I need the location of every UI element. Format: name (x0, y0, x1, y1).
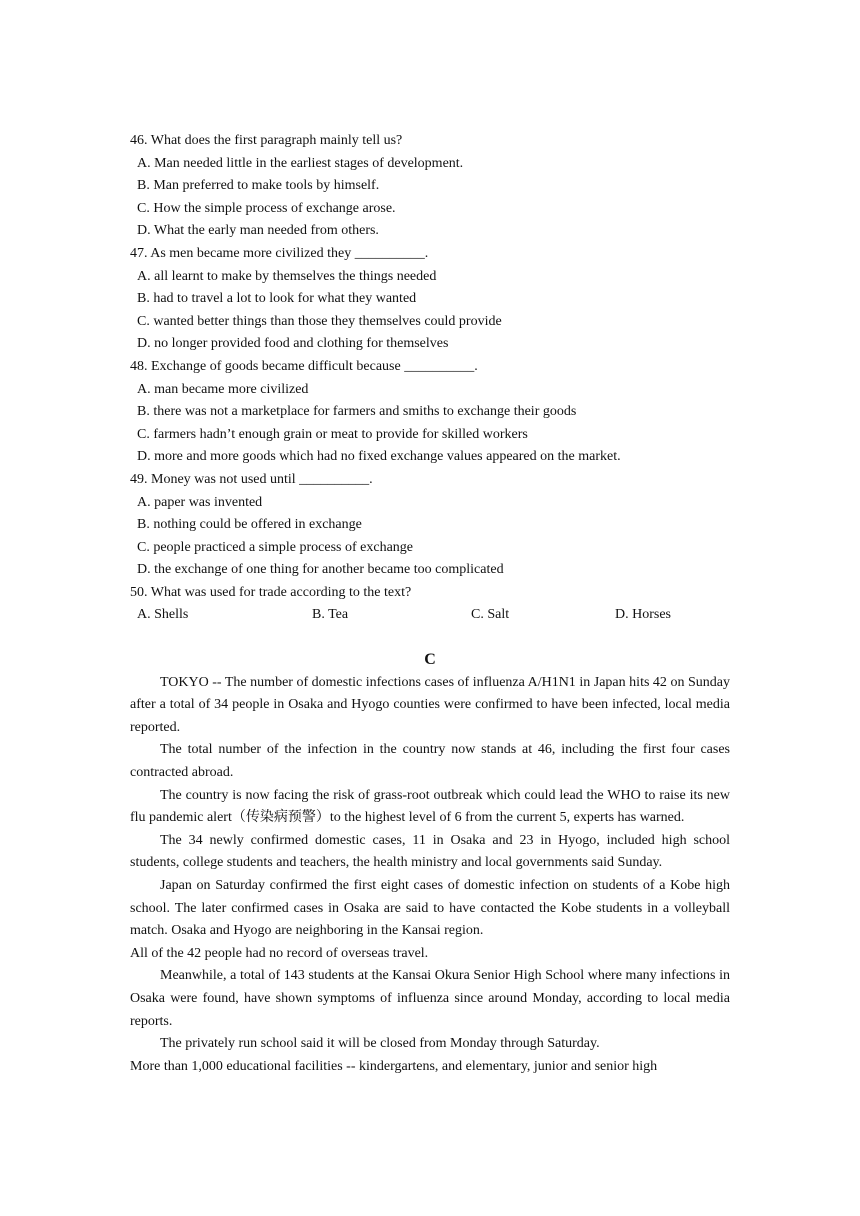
question-stem: 48. Exchange of goods became difficult because __________. (130, 358, 478, 374)
passage-paragraph: Japan on Saturday confirmed the first eight cases of domestic infection on students of a Kobe high school. The later confirmed cases in Osaka are said to have contacted the Kobe students in a volleyball match. Osaka and Hyogo are neighboring in the Kansai region. (130, 878, 730, 939)
document-content (130, 130, 730, 1078)
question-46 (130, 130, 730, 243)
passage-paragraph: The country is now facing the risk of grass-root outbreak which could lead the WHO to raise its new flu pandemic alert（传染病预警）to the highest level of 6 from the current 5, experts has warned. (130, 787, 730, 826)
option-c: C. farmers hadn’t enough grain or meat to provide for skilled workers (137, 426, 528, 442)
passage-paragraph: The total number of the infection in the country now stands at 46, including the first four cases contracted abroad. (130, 742, 730, 781)
question-stem: 49. Money was not used until __________. (130, 471, 373, 487)
question-stem: 50. What was used for trade according to the text? (130, 584, 412, 600)
passage-paragraph: TOKYO -- The number of domestic infections cases of influenza A/H1N1 in Japan hits 42 on Sunday after a total of 34 people in Osaka and Hyogo counties were confirmed to have been infected, local media reported. (130, 674, 730, 735)
option-a: A. paper was invented (137, 494, 263, 510)
option-d: D. more and more goods which had no fixed exchange values appeared on the market. (137, 449, 621, 465)
option-c: C. How the simple process of exchange arose. (137, 200, 396, 216)
question-49 (130, 469, 730, 582)
option-d: D. no longer provided food and clothing for themselves (137, 336, 449, 352)
passage-body (130, 672, 730, 1079)
passage-paragraph: More than 1,000 educational facilities -- kindergartens, and elementary, junior and senior high (130, 1058, 658, 1074)
option-a: A. man became more civilized (137, 381, 309, 397)
passage-paragraph: The 34 newly confirmed domestic cases, 11 in Osaka and 23 in Hyogo, included high school students, college students and teachers, the health ministry and local governments said Sunday. (130, 832, 730, 871)
option-b: B. had to travel a lot to look for what they wanted (137, 291, 417, 307)
question-47 (130, 243, 730, 356)
question-stem: 46. What does the first paragraph mainly tell us? (130, 133, 403, 148)
option-b: B. there was not a marketplace for farmers and smiths to exchange their goods (137, 404, 577, 420)
passage-paragraph: The privately run school said it will be closed from Monday through Saturday. (160, 1036, 600, 1052)
option-b: B. Man preferred to make tools by himself. (137, 178, 380, 194)
option-b: B. Tea (312, 607, 349, 623)
option-c: C. Salt (471, 607, 510, 623)
option-a: A. Shells (137, 607, 189, 623)
option-a: A. all learnt to make by themselves the things needed (137, 268, 437, 284)
question-stem: 47. As men became more civilized they __________. (130, 245, 429, 261)
section-title: C (424, 651, 436, 669)
inline-options (130, 604, 730, 627)
option-d: D. Horses (615, 607, 671, 623)
option-a: A. Man needed little in the earliest stages of development. (137, 155, 464, 171)
option-b: B. nothing could be offered in exchange (137, 517, 362, 533)
option-c: C. people practiced a simple process of exchange (137, 539, 414, 555)
passage-paragraph: Meanwhile, a total of 143 students at the Kansai Okura Senior High School where many infections in Osaka were found, have shown symptoms of influenza since around Monday, according to local media reports. (130, 968, 730, 1029)
option-d: D. the exchange of one thing for another became too complicated (137, 562, 504, 578)
option-c: C. wanted better things than those they themselves could provide (137, 313, 502, 329)
option-d: D. What the early man needed from others. (137, 223, 379, 239)
question-50 (130, 582, 730, 627)
question-48 (130, 356, 730, 469)
passage-paragraph: All of the 42 people had no record of overseas travel. (130, 945, 429, 961)
